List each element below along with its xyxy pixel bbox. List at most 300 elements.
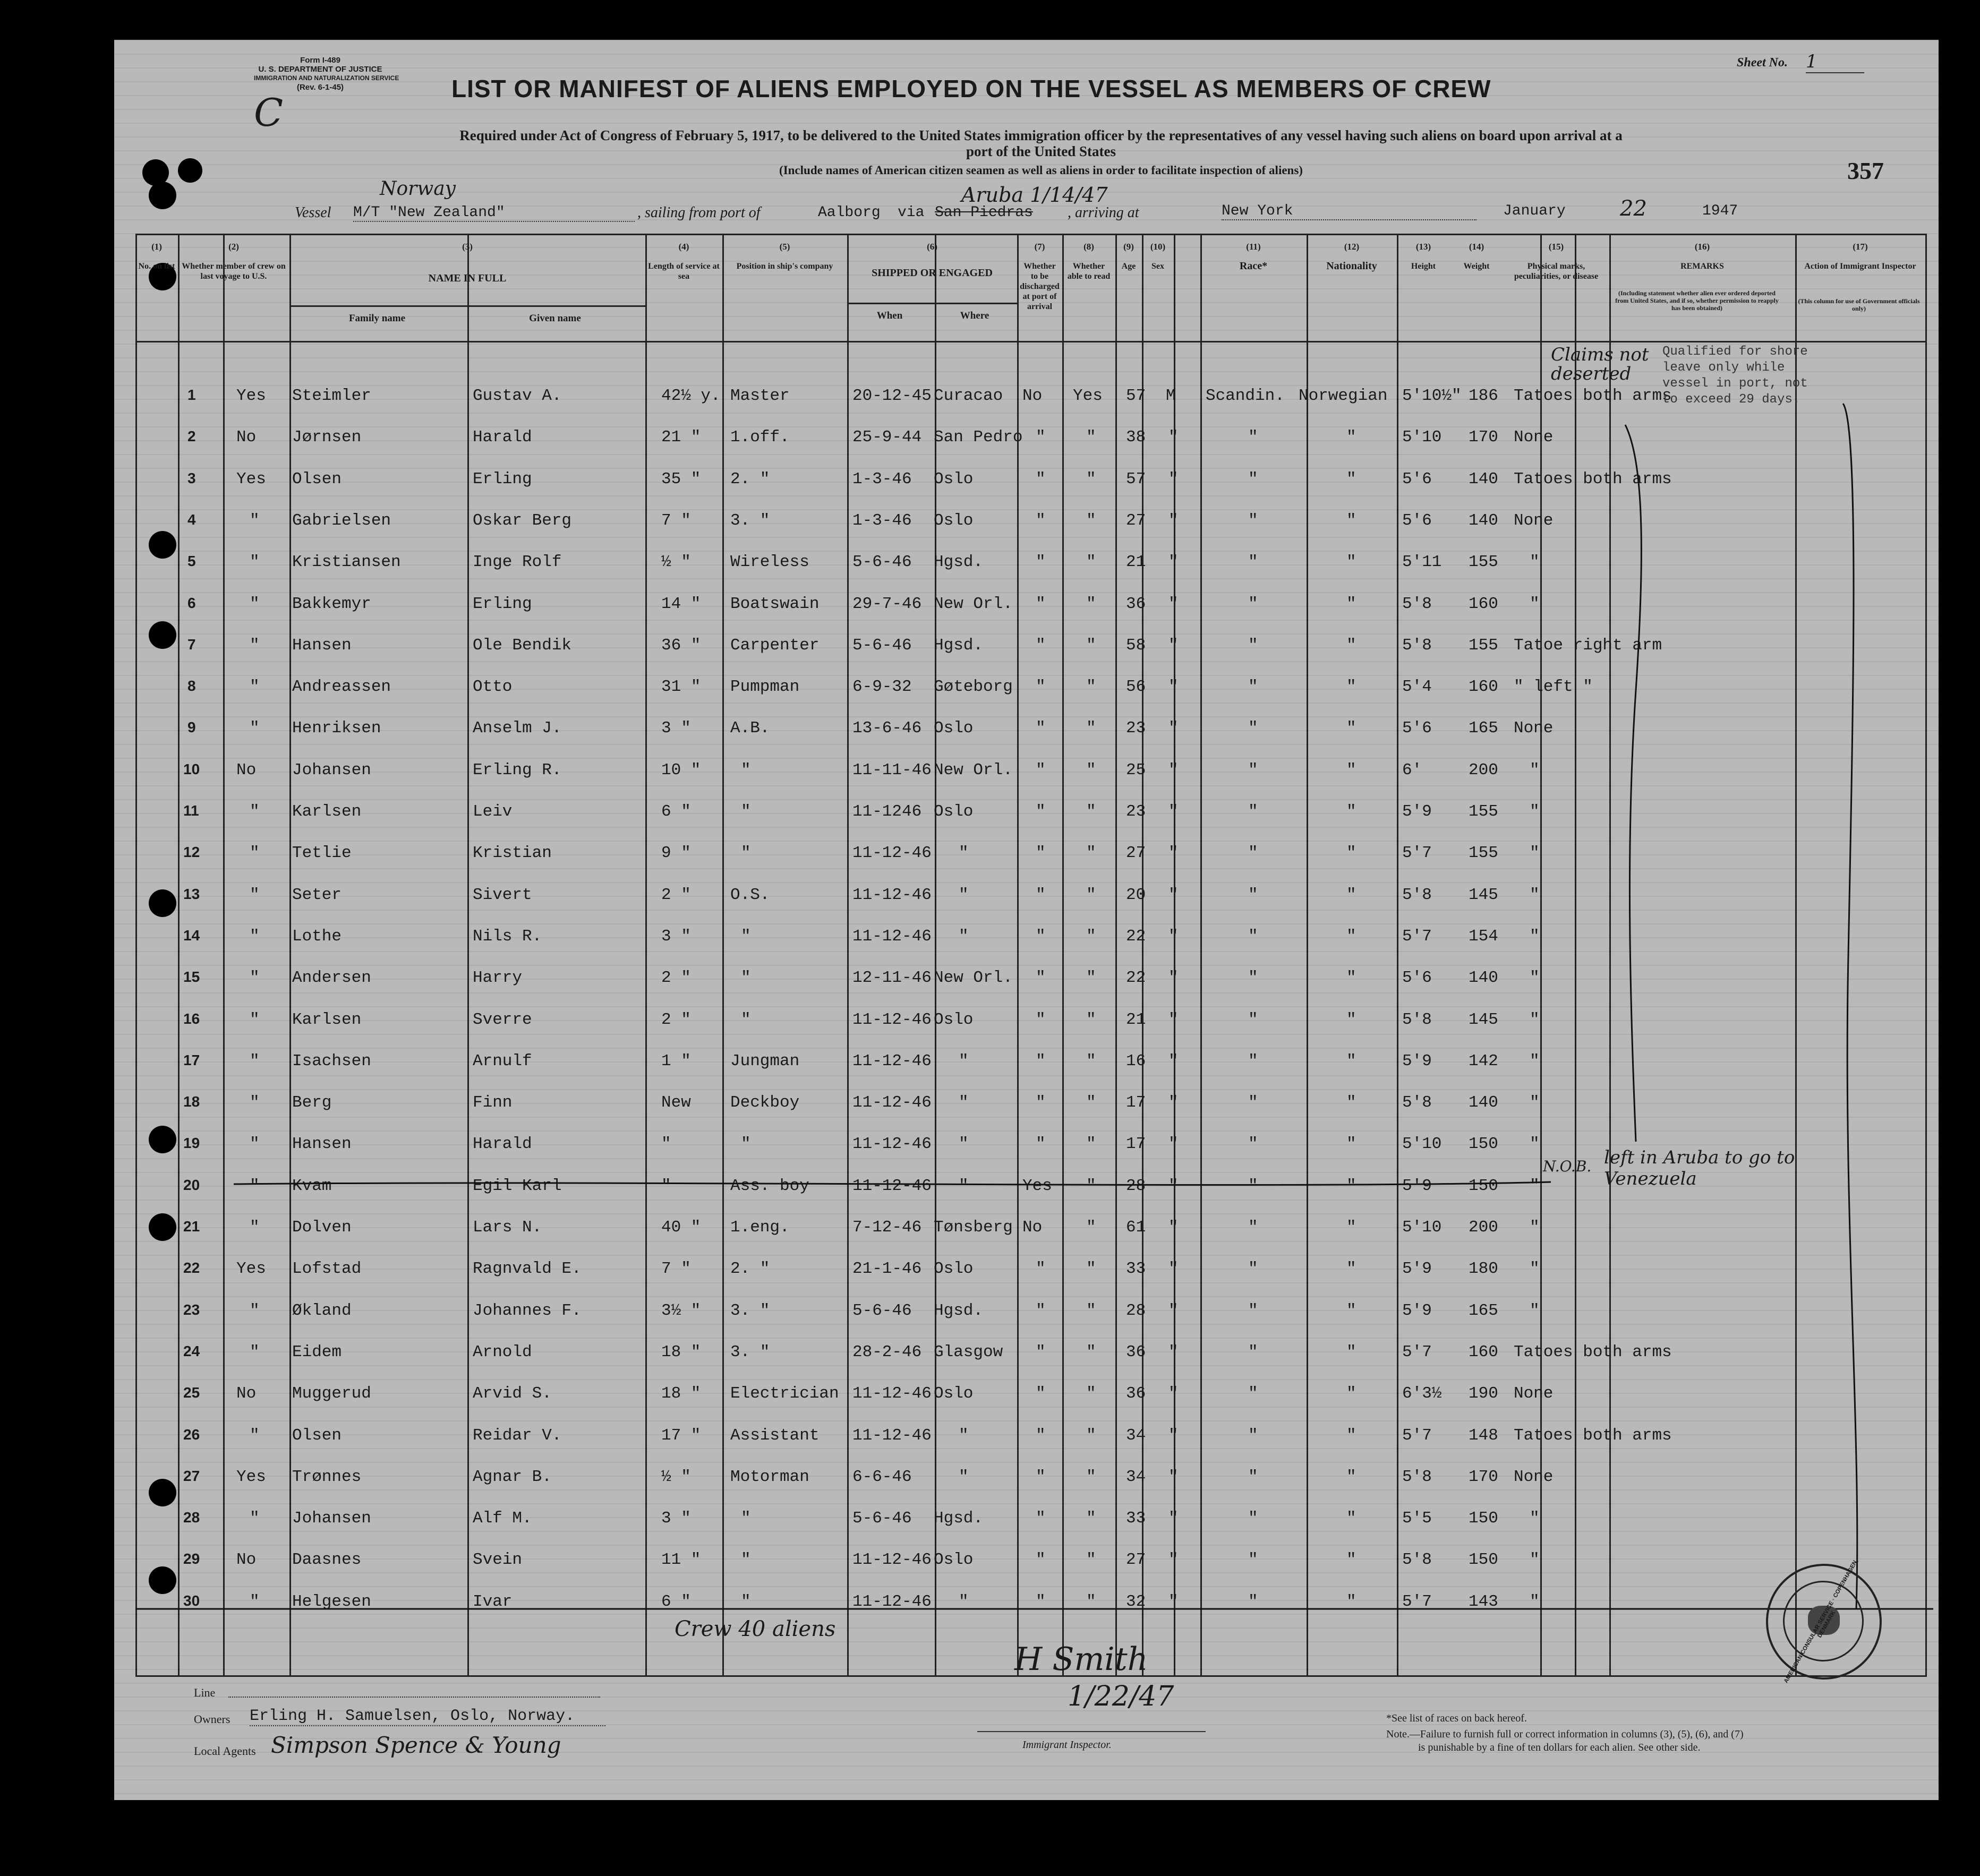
cell-last: " [250, 1093, 260, 1112]
cell-disch: " [1036, 469, 1046, 489]
cell-family: Karlsen [292, 802, 362, 821]
cell-given: Ivar [473, 1592, 513, 1611]
cell-where: Oslo [934, 802, 974, 821]
cell-when: 11-12-46 [852, 1426, 932, 1445]
cell-where: Curacao [934, 387, 1003, 405]
cell-read: " [1086, 1509, 1096, 1528]
cell-read: " [1086, 636, 1096, 655]
cell-marks: " [1530, 760, 1540, 779]
cell-age: 57 [1126, 387, 1146, 405]
cell-nat: " [1346, 927, 1356, 946]
cell-when: 11-12-46 [852, 885, 932, 904]
cell-last: " [250, 802, 260, 821]
cell-position: 3. " [730, 1342, 770, 1361]
cell-n: 10 [183, 760, 200, 777]
cell-height: 5'6 [1402, 469, 1432, 489]
cell-height: 5'9 [1402, 802, 1432, 821]
cell-where: Oslo [934, 469, 974, 489]
cell-nat: " [1346, 760, 1356, 779]
column-header: SHIPPED OR ENGAGED [872, 267, 993, 279]
cell-nat: " [1346, 719, 1356, 738]
cell-n: 21 [183, 1218, 200, 1235]
cell-last: " [250, 1592, 260, 1611]
column-header: Nationality [1326, 260, 1377, 272]
cell-disch: " [1036, 1342, 1046, 1361]
cell-age: 36 [1126, 594, 1146, 613]
cell-position: 2. " [730, 1260, 770, 1279]
row20-nob: N.O.B. [1543, 1158, 1592, 1175]
cell-when: 6-6-46 [852, 1467, 912, 1486]
cell-family: Helgesen [292, 1592, 371, 1611]
cell-weight: 200 [1469, 1218, 1498, 1237]
column-number: (16) [1694, 242, 1710, 252]
cell-age: 27 [1126, 844, 1146, 863]
cell-race: " [1248, 636, 1258, 655]
cell-service: 31 " [661, 678, 701, 697]
cell-position: Assistant [730, 1426, 820, 1445]
cell-height: 6' [1402, 760, 1422, 779]
port-from: Aalborg [818, 204, 881, 221]
cell-given: Lars N. [473, 1218, 542, 1237]
cell-read: " [1086, 802, 1096, 821]
cell-disch: " [1036, 1592, 1046, 1611]
sheet-number: 1 [1806, 51, 1864, 73]
cell-family: Johansen [292, 1509, 371, 1528]
cell-where: " [959, 927, 969, 946]
claims-handwritten: Claims not deserted [1551, 344, 1649, 384]
cell-service: 3½ " [661, 1301, 701, 1320]
cell-given: Arnold [473, 1342, 532, 1361]
cell-sex: " [1168, 1301, 1179, 1320]
cell-n: 16 [183, 1010, 200, 1027]
subtitle-line1: Required under Act of Congress of February 5, 1917, to be delivered to the United States immigration officer by the representatives of any vessel having such aliens on board upon arrival at a [459, 127, 1623, 143]
cell-where: Tønsberg [934, 1218, 1013, 1237]
cell-nat: " [1346, 885, 1356, 904]
cell-family: Dolven [292, 1218, 352, 1237]
cell-weight: 190 [1469, 1384, 1498, 1403]
cell-read: " [1086, 1218, 1096, 1237]
cell-service: 6 " [661, 1592, 691, 1611]
cell-weight: 150 [1469, 1176, 1498, 1195]
cell-n: 14 [183, 927, 200, 944]
cell-race: " [1248, 927, 1258, 946]
cell-n: 1 [187, 387, 196, 403]
cell-height: 5'7 [1402, 1426, 1432, 1445]
cell-when: 11-11-46 [852, 760, 932, 779]
cell-last: " [250, 1342, 260, 1361]
cell-race: " [1248, 1467, 1258, 1486]
cell-nat: " [1346, 1342, 1356, 1361]
cell-weight: 155 [1469, 553, 1498, 572]
cell-given: Arnulf [473, 1051, 532, 1070]
cell-disch: " [1036, 1426, 1046, 1445]
cell-when: 11-1246 [852, 802, 922, 821]
via-label: via [898, 204, 925, 221]
cell-when: 1-3-46 [852, 469, 912, 489]
sheet-label: Sheet No. [1737, 56, 1788, 70]
cell-last: " [250, 594, 260, 613]
cell-service: 42½ y. [661, 387, 721, 405]
cell-sex: " [1168, 1592, 1179, 1611]
vessel-flag: Norway [380, 178, 456, 200]
cell-sex: " [1168, 760, 1179, 779]
cell-n: 5 [187, 553, 196, 570]
cell-nat: " [1346, 594, 1356, 613]
cell-service: 6 " [661, 802, 691, 821]
cell-n: 19 [183, 1135, 200, 1152]
cell-sex: " [1168, 1384, 1179, 1403]
cell-where: " [959, 1051, 969, 1070]
cell-race: " [1248, 1592, 1258, 1611]
cell-where: " [959, 1135, 969, 1154]
ditto-brace [1625, 425, 1641, 1142]
cell-nat: " [1346, 511, 1356, 530]
cell-disch: " [1036, 1551, 1046, 1570]
cell-position: Jungman [730, 1051, 800, 1070]
cell-given: Egil Karl [473, 1176, 562, 1195]
cell-family: Gabrielsen [292, 511, 391, 530]
cell-family: Seter [292, 885, 342, 904]
cell-given: Alf M. [473, 1509, 532, 1528]
cell-where: " [959, 1093, 969, 1112]
cell-race: " [1248, 1384, 1258, 1403]
cell-family: Berg [292, 1093, 332, 1112]
cell-marks: Tatoes both arms [1514, 1342, 1672, 1361]
arriving-label: , arriving at [1068, 204, 1139, 221]
cell-read: " [1086, 1176, 1096, 1195]
cell-disch: " [1036, 885, 1046, 904]
cell-race: " [1248, 1342, 1258, 1361]
cell-weight: 155 [1469, 844, 1498, 863]
cell-sex: " [1168, 1551, 1179, 1570]
cell-height: 5'11 [1402, 553, 1442, 572]
given-name-header: Given name [529, 313, 581, 324]
cell-weight: 143 [1469, 1592, 1498, 1611]
via-port: San Piedras [935, 204, 1033, 221]
cell-service: 7 " [661, 1260, 691, 1279]
handwritten-mark: C [254, 90, 284, 135]
cell-service: 36 " [661, 636, 701, 655]
cell-height: 5'8 [1402, 1467, 1432, 1486]
cell-position: A.B. [730, 719, 770, 738]
cell-given: Gustav A. [473, 387, 562, 405]
cell-race: " [1248, 511, 1258, 530]
cell-when: 11-12-46 [852, 1135, 932, 1154]
cell-race: " [1248, 428, 1258, 447]
cell-disch: " [1036, 1467, 1046, 1486]
sailing-label: , sailing from port of [637, 204, 761, 221]
inspector-label: Immigrant Inspector. [1022, 1739, 1112, 1751]
cell-family: Karlsen [292, 1010, 362, 1029]
cell-given: Finn [473, 1093, 513, 1112]
cell-where: " [959, 885, 969, 904]
cell-height: 5'4 [1402, 678, 1432, 697]
cell-age: 25 [1126, 760, 1146, 779]
cell-n: 12 [183, 844, 200, 861]
cell-marks: " [1530, 844, 1540, 863]
cell-when: 11-12-46 [852, 927, 932, 946]
cell-read: " [1086, 1592, 1096, 1611]
cell-race: Scandin. [1206, 387, 1285, 405]
cell-height: 5'9 [1402, 1301, 1432, 1320]
cell-when: 5-6-46 [852, 553, 912, 572]
cell-disch: " [1036, 511, 1046, 530]
cell-height: 5'6 [1402, 969, 1432, 988]
cell-when: 11-12-46 [852, 1551, 932, 1570]
column-header: Race* [1239, 260, 1268, 272]
cell-disch: " [1036, 1010, 1046, 1029]
cell-last: " [250, 636, 260, 655]
column-header: Whether member of crew on last voyage to U.S. [182, 262, 286, 281]
cell-nat: " [1346, 1301, 1356, 1320]
cell-n: 30 [183, 1592, 200, 1609]
cell-weight: 160 [1469, 1342, 1498, 1361]
cell-marks: Tatoe right arm [1514, 636, 1662, 655]
cell-where: " [959, 1426, 969, 1445]
cell-position: 1.off. [730, 428, 790, 447]
cell-height: 5'10½" [1402, 387, 1462, 405]
cell-height: 5'8 [1402, 594, 1432, 613]
where-header: Where [960, 310, 989, 321]
cell-weight: 170 [1469, 1467, 1498, 1486]
cell-sex: " [1168, 802, 1179, 821]
cell-age: 27 [1126, 511, 1146, 530]
cell-service: 21 " [661, 428, 701, 447]
cell-race: " [1248, 1551, 1258, 1570]
cell-marks: None [1514, 1384, 1554, 1403]
column-header: Whether to be discharged at port of arrival [1020, 262, 1060, 311]
cell-last: No [236, 1551, 257, 1570]
cell-age: 32 [1126, 1592, 1146, 1611]
cell-service: 35 " [661, 469, 701, 489]
cell-given: Sivert [473, 885, 532, 904]
cell-last: " [250, 927, 260, 946]
cell-given: Harald [473, 1135, 532, 1154]
cell-given: Erling [473, 594, 532, 613]
cell-where: Hgsd. [934, 1509, 984, 1528]
cell-nat: " [1346, 553, 1356, 572]
cell-given: Arvid S. [473, 1384, 552, 1403]
column-number: (1) [151, 242, 162, 252]
cell-weight: 155 [1469, 636, 1498, 655]
via-handwritten: Aruba 1/14/47 [961, 183, 1108, 207]
cell-marks: " [1530, 1051, 1540, 1070]
cell-disch: " [1036, 1051, 1046, 1070]
cell-family: Kristiansen [292, 553, 401, 572]
cell-weight: 148 [1469, 1426, 1498, 1445]
cell-read: " [1086, 553, 1096, 572]
cell-nat: " [1346, 802, 1356, 821]
cell-family: Bakkemyr [292, 594, 371, 613]
column-number: (10) [1150, 242, 1166, 252]
cell-disch: " [1036, 760, 1046, 779]
cell-age: 36 [1126, 1384, 1146, 1403]
cell-family: Johansen [292, 760, 371, 779]
column-header: Position in ship's company [736, 262, 833, 271]
cell-n: 28 [183, 1509, 200, 1526]
cell-sex: " [1168, 1426, 1179, 1445]
cell-sex: " [1168, 511, 1179, 530]
when-header: When [876, 310, 903, 321]
cell-given: Erling R. [473, 760, 562, 779]
cell-position: " [741, 1509, 751, 1528]
cell-race: " [1248, 760, 1258, 779]
cell-service: 3 " [661, 927, 691, 946]
cell-marks: " [1530, 1260, 1540, 1279]
cell-position: 1.eng. [730, 1218, 790, 1237]
cell-weight: 160 [1469, 678, 1498, 697]
subtitle-line3: (Include names of American citizen seamen as well as aliens in order to facilitate inspection of aliens) [779, 164, 1303, 177]
column-number: (8) [1083, 242, 1094, 252]
cell-where: Oslo [934, 719, 974, 738]
cell-given: Erling [473, 469, 532, 489]
cell-when: 11-12-46 [852, 1093, 932, 1112]
column-header: REMARKS [1680, 262, 1724, 271]
cell-position: " [741, 844, 751, 863]
cell-disch: No [1022, 387, 1043, 405]
cell-service: " [661, 1135, 671, 1154]
cell-nat: " [1346, 1135, 1356, 1154]
cell-marks: " [1530, 553, 1540, 572]
cell-age: 21 [1126, 1010, 1146, 1029]
note-line2: is punishable by a fine of ten dollars for each alien. See other side. [1418, 1742, 1701, 1753]
cell-weight: 154 [1469, 927, 1498, 946]
cell-when: 13-6-46 [852, 719, 922, 738]
cell-n: 22 [183, 1260, 200, 1277]
column-number: (9) [1123, 242, 1134, 252]
cell-marks: " [1530, 1218, 1540, 1237]
cell-when: 11-12-46 [852, 1592, 932, 1611]
cell-height: 5'9 [1402, 1260, 1432, 1279]
cell-position: Pumpman [730, 678, 800, 697]
cell-last: " [250, 678, 260, 697]
cell-sex: " [1168, 1260, 1179, 1279]
cell-age: 58 [1126, 636, 1146, 655]
cell-where: Glasgow [934, 1342, 1003, 1361]
cell-weight: 165 [1469, 1301, 1498, 1320]
cell-position: 3. " [730, 1301, 770, 1320]
cell-age: 23 [1126, 719, 1146, 738]
cell-last: " [250, 1176, 260, 1195]
cell-when: 11-12-46 [852, 1384, 932, 1403]
cell-n: 29 [183, 1551, 200, 1567]
cell-age: 17 [1126, 1093, 1146, 1112]
column-header: Age [1121, 262, 1136, 271]
column-header: Length of service at sea [648, 262, 720, 281]
cell-n: 11 [183, 802, 199, 819]
cell-disch: " [1036, 719, 1046, 738]
cell-age: 21 [1126, 553, 1146, 572]
cell-given: Harry [473, 969, 523, 988]
column-header: Whether able to read [1067, 262, 1111, 281]
inspector-signature: H Smith [1014, 1641, 1148, 1678]
cell-weight: 155 [1469, 802, 1498, 821]
cell-marks: " [1530, 1551, 1540, 1570]
cell-marks: Tatoes both arms [1514, 1426, 1672, 1445]
cell-marks: " [1530, 1010, 1540, 1029]
cell-last: Yes [236, 1260, 266, 1279]
cell-given: Ole Bendik [473, 636, 572, 655]
cell-read: " [1086, 678, 1096, 697]
revision: (Rev. 6-1-45) [296, 83, 344, 92]
cell-family: Lofstad [292, 1260, 362, 1279]
cell-where: " [959, 1592, 969, 1611]
cell-nat: " [1346, 1010, 1356, 1029]
cell-n: 3 [187, 469, 196, 486]
cell-given: Kristian [473, 844, 552, 863]
cell-disch: " [1036, 1093, 1046, 1112]
cell-n: 24 [183, 1342, 200, 1359]
column-number: (14) [1469, 242, 1484, 252]
cell-family: Jørnsen [292, 428, 362, 447]
cell-disch: " [1036, 969, 1046, 988]
cell-height: 5'7 [1402, 1592, 1432, 1611]
owners-label: Owners [194, 1712, 231, 1726]
cell-service: 7 " [661, 511, 691, 530]
cell-when: 21-1-46 [852, 1260, 922, 1279]
cell-disch: " [1036, 594, 1046, 613]
cell-nat: Norwegian [1299, 387, 1388, 405]
cell-last: Yes [236, 469, 266, 489]
cell-family: Trønnes [292, 1467, 362, 1486]
cell-given: Ragnvald E. [473, 1260, 582, 1279]
cell-where: " [959, 844, 969, 863]
cell-position: Deckboy [730, 1093, 800, 1112]
cell-marks: " left " [1514, 678, 1593, 697]
inspector-line [1843, 404, 1857, 1609]
cell-last: No [236, 1384, 257, 1403]
cell-position: Carpenter [730, 636, 820, 655]
cell-when: 1-3-46 [852, 511, 912, 530]
cell-where: " [959, 1176, 969, 1195]
cell-nat: " [1346, 1218, 1356, 1237]
cell-weight: 142 [1469, 1051, 1498, 1070]
page-title: LIST OR MANIFEST OF ALIENS EMPLOYED ON THE VESSEL AS MEMBERS OF CREW [451, 75, 1491, 102]
cell-age: 17 [1126, 1135, 1146, 1154]
cell-height: 5'5 [1402, 1509, 1432, 1528]
cell-when: 12-11-46 [852, 969, 932, 988]
cell-age: 34 [1126, 1426, 1146, 1445]
cell-where: Oslo [934, 1384, 974, 1403]
column-header: Physical marks, peculiarities, or disease [1514, 262, 1599, 281]
cell-family: Lothe [292, 927, 342, 946]
cell-sex: " [1168, 636, 1179, 655]
cell-weight: 165 [1469, 719, 1498, 738]
cell-last: " [250, 1010, 260, 1029]
cell-weight: 150 [1469, 1135, 1498, 1154]
cell-when: 11-12-46 [852, 1051, 932, 1070]
cell-n: 8 [187, 678, 196, 695]
cell-marks: " [1530, 1592, 1540, 1611]
cell-weight: 150 [1469, 1551, 1498, 1570]
cell-where: San Pedro [934, 428, 1023, 447]
cell-position: Ass. boy [730, 1176, 809, 1195]
cell-read: " [1086, 1342, 1096, 1361]
cell-age: 56 [1126, 678, 1146, 697]
cell-family: Muggerud [292, 1384, 371, 1403]
cell-where: Oslo [934, 1551, 974, 1570]
cell-disch: Yes [1022, 1176, 1052, 1195]
service: IMMIGRATION AND NATURALIZATION SERVICE [254, 74, 399, 82]
cell-height: 5'7 [1402, 1342, 1432, 1361]
date-month: January [1503, 203, 1566, 219]
cell-last: " [250, 1509, 260, 1528]
column-header: Action of Immigrant Inspector [1804, 262, 1916, 271]
cell-position: Wireless [730, 553, 809, 572]
cell-race: " [1248, 1093, 1258, 1112]
crew-count: Crew 40 aliens [675, 1617, 836, 1641]
cell-family: Olsen [292, 469, 342, 489]
